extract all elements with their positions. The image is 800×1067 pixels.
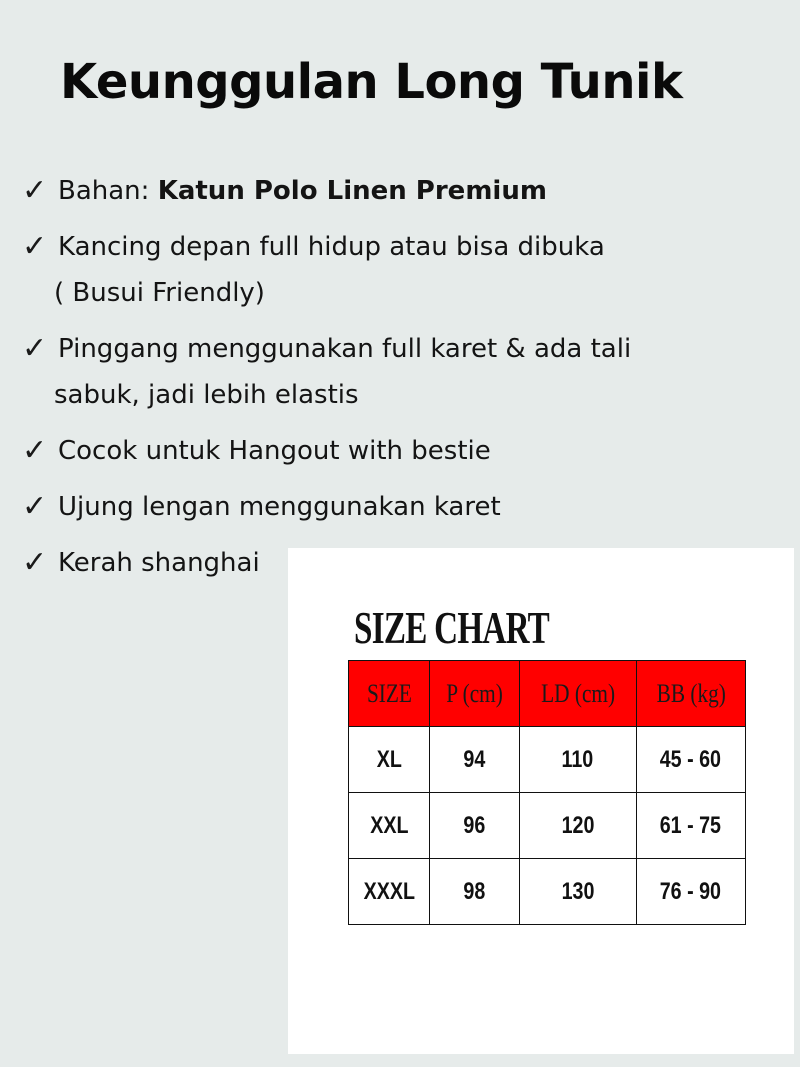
feature-item-hangout [22,428,762,474]
feature-text: Pinggang menggunakan full karet & ada tali [58,334,632,364]
feature-item-material [22,168,762,214]
check-icon: ✓ [22,229,48,264]
feature-text: Ujung lengan menggunakan karet [58,492,501,522]
cell-p [430,793,520,859]
cell-bb [636,727,745,793]
cell-size [349,727,430,793]
size-chart-card [288,548,794,1054]
cell-bb [636,859,745,925]
header-p [430,661,520,727]
check-icon: ✓ [22,545,48,580]
check-icon: ✓ [22,489,48,524]
feature-list [22,168,762,596]
header-size-label: SIZE [366,678,412,708]
cell-ld [520,793,637,859]
check-icon: ✓ [22,173,48,208]
cell-size [349,793,430,859]
feature-text: Kancing depan full hidup atau bisa dibuka [58,232,605,262]
cell-size [349,859,430,925]
cell-text: 96 [463,811,486,839]
feature-item-waist [22,326,762,418]
cell-text: 45 - 60 [660,745,722,773]
header-bb [636,661,745,727]
cell-text: 120 [561,811,595,839]
cell-p [430,859,520,925]
page-title: Keunggulan Long Tunik [60,54,683,110]
table-header-row [349,661,746,727]
size-chart-title: SIZE CHART [354,602,550,653]
header-size [349,661,430,727]
check-icon: ✓ [22,433,48,468]
feature-text: Cocok untuk Hangout with bestie [58,436,491,466]
feature-item-sleeve [22,484,762,530]
feature-item-buttons [22,224,762,316]
table-row [349,859,746,925]
feature-text-continued: sabuk, jadi lebih elastis [54,380,359,410]
cell-ld [520,859,637,925]
cell-text: 94 [463,745,486,773]
header-bb-label: BB (kg) [656,678,726,708]
header-p-label: P (cm) [446,678,504,708]
header-ld-label: LD (cm) [540,678,615,708]
table-row [349,793,746,859]
cell-ld [520,727,637,793]
cell-bb [636,793,745,859]
feature-text-continued: ( Busui Friendly) [54,278,265,308]
table-row [349,727,746,793]
feature-prefix: Bahan: [58,176,158,206]
cell-text: XXL [370,811,409,839]
size-chart-table [348,660,746,925]
cell-text: 61 - 75 [660,811,722,839]
cell-text: 130 [561,877,595,905]
cell-text: 98 [463,877,486,905]
cell-text: 110 [561,745,594,773]
cell-text: XL [376,745,402,773]
check-icon: ✓ [22,331,48,366]
feature-material-value: Katun Polo Linen Premium [157,176,547,206]
header-ld [520,661,637,727]
cell-text: XXXL [363,877,415,905]
feature-text: Kerah shanghai [58,548,260,578]
cell-text: 76 - 90 [660,877,722,905]
cell-p [430,727,520,793]
